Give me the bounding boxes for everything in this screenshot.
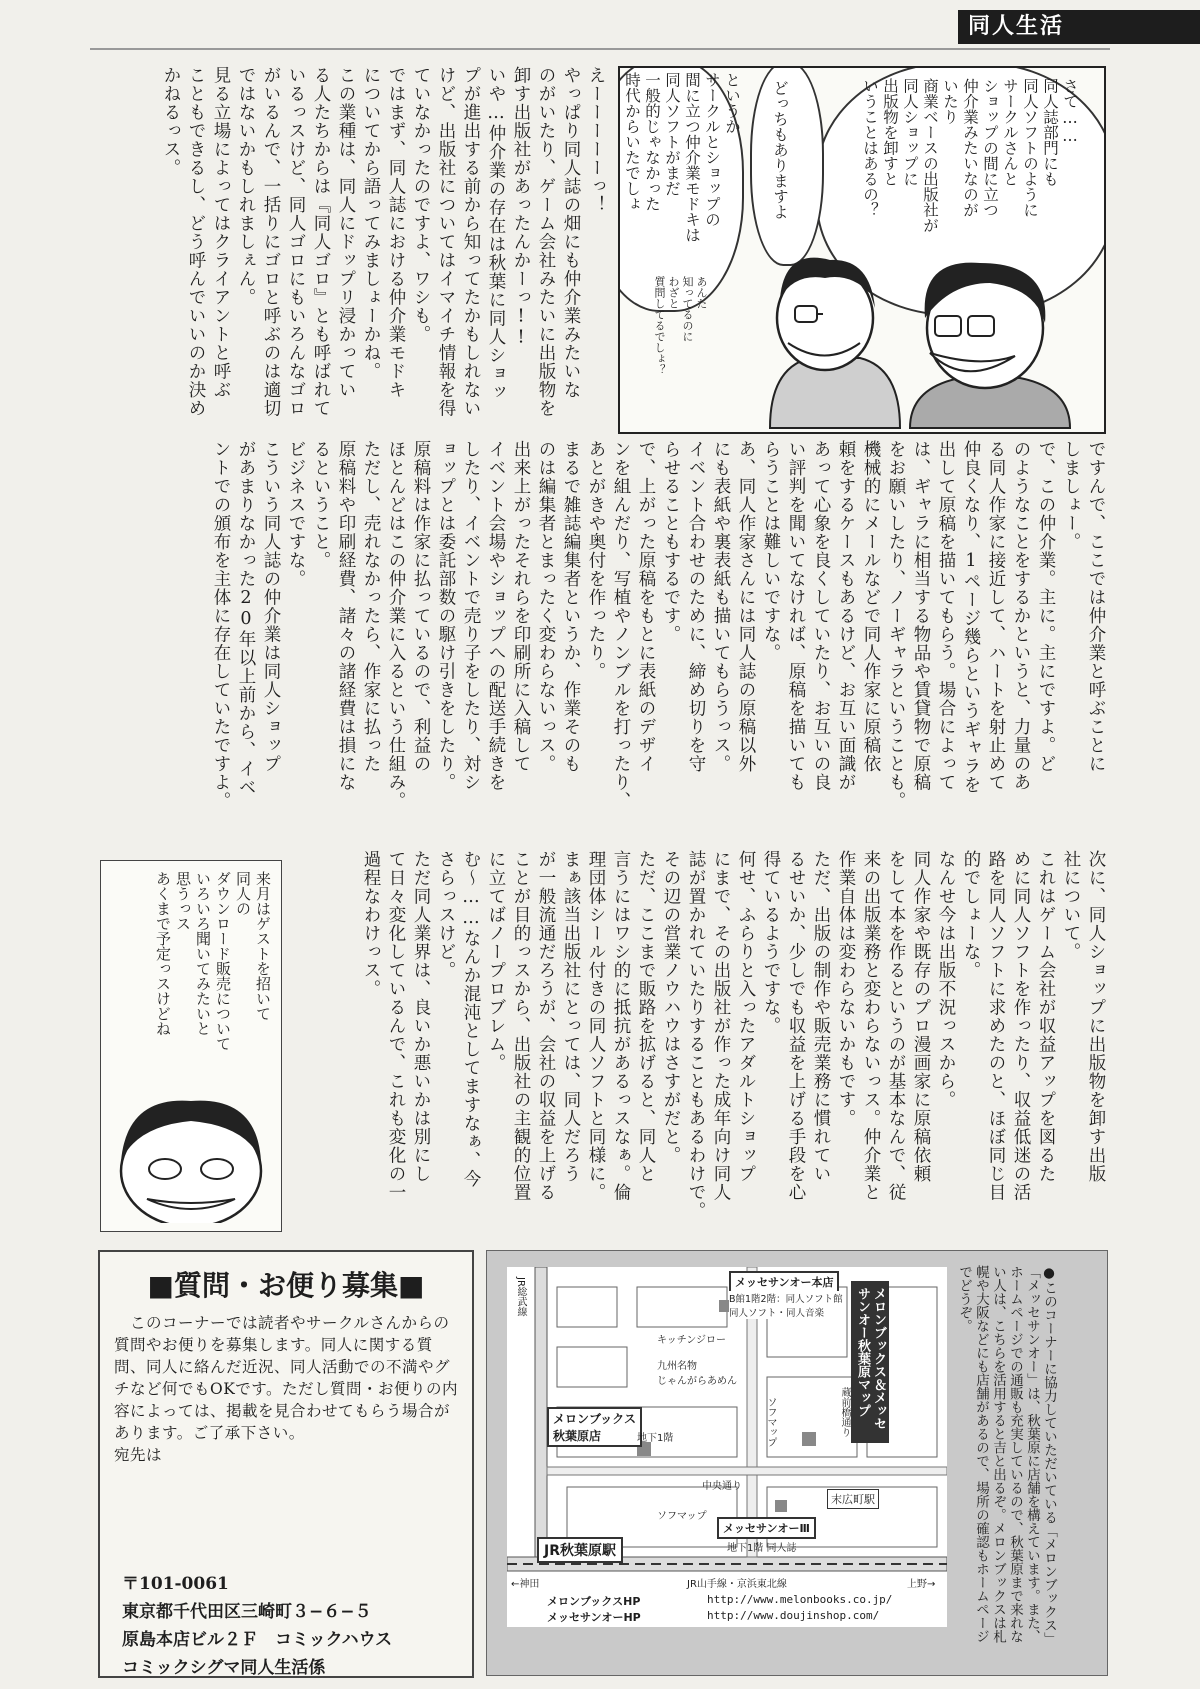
melonbooks-hp-url[interactable]: http://www.melonbooks.co.jp/ xyxy=(707,1593,893,1606)
map-label-jr-yamanote: JR山手線・京浜東北線 xyxy=(687,1579,787,1590)
map-label-messe-honten-floors: B館1階2階：同人ソフト館 同人ソフト・同人音楽 xyxy=(729,1291,843,1319)
melonbooks-hp-label: メロンブックスHP xyxy=(547,1595,641,1608)
comic-characters-illustration xyxy=(620,68,1104,432)
map-label-ueno: 上野→ xyxy=(907,1579,936,1590)
messe-hp-url[interactable]: http://www.doujinshop.com/ xyxy=(707,1609,880,1622)
author-portrait-icon xyxy=(107,1091,275,1223)
speech-bubble-3-text: というか サークルとショップの 間に立つ仲介業モドキは 同人ソフトがまだ 一般的じゃなかった 時代からいたでしょ xyxy=(623,72,741,243)
excited-character-icon xyxy=(910,263,1070,428)
aside-text: あんた 知ってるのに わざと 質問してるでしょ？ xyxy=(653,276,708,375)
map-label-jr-sobu: JR総武線 xyxy=(515,1277,526,1317)
map-label-jr-akihabara-station: JR秋葉原駅 xyxy=(537,1537,623,1563)
question-box xyxy=(98,1250,474,1678)
map-title: メロンブックス＆メッセサンオー秋葉原マップ xyxy=(851,1281,889,1443)
body-column-lower-right: 次に、同人ショップに出版物を卸す出版 社について。 これはゲーム会社が収益アップを図るた めに同人ソフトを作ったり、収益低迷の活 路を同人ソフトに求めたのと、ほぼ同じ目 的でしょーな。 なんせ今は出版不況っスから。 同人作家や既存のプロ漫画家に原稿依頼 をして本を作るというのが基本なんで、従 来の出版業務と変わらないっス。仲介業と 作業自体は変わらないかもです。 ただ、出版の制作や販売業務に慣れてい るせいか、少しでも収益を上げる手段を心 得ているようですな。 何せ、ふらりと入ったアダルトショップ にまで、その出版社が作った成年向け同人 誌が置かれていたりすることもあるわけで。 その辺の営業ノウハウはさすがだと。 ただ、ここまで販路を拡げると、同人と 言うにはワシ的に抵抗があるっスなぁ。倫 理団体シール付きの同人ソフトと同様に。 まぁ該当出版社にとっては、同人だろう が一般流通だろうが、会社の収益を上げる ことが目的っスから、出版社の主観的位置 に立てばノープロブレム。 む〜……なんか混沌としてますなぁ、今 さらっスけど。 ただ同人業界は、良いか悪いかは別にし て日々変化しているんで、これも変化の一 過程なわけっス。 xyxy=(361,850,1106,1220)
body-column-middle: ですんで、ここでは仲介業と呼ぶことに しましょー。 で、この仲介業。主に。主にですよ。ど のようなことをするかというと、力量のあ る同人作家に接近して、ハートを射止めて 仲良くなり、1ページ幾らというギャラを 出して原稿を描いてもらう。場合によって は、ギャラに相当する物品や賃貸物で原稿 をお願いしたり、ノーギャラということも。 機械的にメールなどで同人作家に原稿依 頼をするケースもあるけど、お互い面識が あって心象を良くしていたり、お互いの良 い評判を聞いてなければ、原稿を描いても らうことは難しいですな。 あ、同人作家さんには同人誌の原稿以外 にも表紙や裏表紙も描いてもらうっス。 イベント合わせのために、締め切りを守 らせることもするです。 で、上がった原稿をもとに表紙のデザイ ンを組んだり、写植やノンブルを打ったり、 あとがきや奥付を作ったり。 まるで雑誌編集者というか、作業そのも のは編集者とまったく変わらないっス。 出来上がったそれらを印刷所に入稿して イベント会場やショップへの配送手続きを したり、イベントで売り子をしたり、対シ ョップとは委託部数の駆け引きをしたり。 原稿料は作家に払っているので、利益の ほとんどはこの仲介業に入るという仕組み。 ただし、売れなかったら、作家に払った 原稿料や印刷経費、諸々の諸経費は損にな るということ。 ビジネスですな。 こういう同人誌の仲介業は同人ショップ があまりなかった20年以上前から、イベ ントでの頒布を主体に存在していたですよ。 xyxy=(211,440,1106,810)
question-box-title: ■質問・お便り募集■ xyxy=(147,1269,425,1302)
excited-character-icon xyxy=(770,258,900,428)
map-label-sofmap-2: ソフマップ xyxy=(657,1511,707,1522)
map-label-chuo-dori: 中央通り xyxy=(702,1481,742,1492)
map-notice-text: ●このコーナーに協力していただいている「メロンブックス」「メッセサンオー」は、秋葉原に店舗を構えています。また、ホームページでの通販も充実しているので、秋葉原まで来れない人は、こちらを活用すると吉と出るぞ。メロンブックスは札幌や大阪などにも店舗があるので、場所の確認もホームページでどうぞ。 xyxy=(956,1265,1057,1646)
header-rule xyxy=(90,48,1110,50)
body-column-upper-left: えーーーーーっ！ やっぱり同人誌の畑にも仲介業みたいな のがいたり、ゲーム会社みたいに出版物を 卸す出版社があったんかーっ!! いや…仲介業の存在は秋葉に同人ショッ プが進出する前から知ってたかもしれない けど、出版社についてはイマイチ情報を得 ていなかったのですよ、ワシも。 ではまず、同人誌における仲介業モドキ についてから語ってみましょーかね。 この業種は、同人にドップリ浸かってい る人たちからは『同人ゴロ』とも呼ばれて いるっスけど、同人ゴロにもいろんなゴロ がいるんで、一括りにゴロと呼ぶのは適切 ではないかもしれましぇん。 見る立場によってはクライアントと呼ぶ こともできるし、どう呼んでいいのか決め かねるっス。 xyxy=(161,66,606,418)
speech-bubble-2-text: どっちもありますよ xyxy=(771,80,789,220)
map-label-kanda: ←神田 xyxy=(511,1579,540,1590)
comic-panel xyxy=(618,66,1106,434)
map-label-kuramae-dori: 蔵前橋通り xyxy=(839,1387,850,1437)
mailing-address: 〒101-0061 東京都千代田区三崎町３−６−５ 原島本店ビル２Ｆ コミックハウス コミックシグマ同人生活係 xyxy=(122,1574,393,1678)
map-label-messe-3: メッセサンオーⅢ xyxy=(717,1517,816,1539)
map-label-sofmap-1: ソフマップ xyxy=(765,1397,776,1447)
author-note-box xyxy=(100,860,282,1232)
speech-bubble-1-text: さて…… 同人誌部門にも 同人ソフトのように サークルさんと ショップの間に立つ 仲介業みたいなのが いたり 商業ベースの出版社が 同人ショップに 出版物を卸すと いうことはあるの？ xyxy=(861,78,1079,233)
section-title: 同人生活 xyxy=(968,14,1065,39)
question-box-body: このコーナーでは読者やサークルさんからの質問やお便りを募集します。同人に関する質問、同人に絡んだ近況、同人活動での不満やグチなど何でもOKです。ただし質問・お便りの内容によっては、掲載を見合わせてもらう場合があります。ご了承下さい。 宛先は xyxy=(114,1314,459,1464)
map-label-kyushu-ramen: 九州名物 じゃんがらあめん xyxy=(657,1361,737,1387)
messe-hp-label: メッセサンオーHP xyxy=(547,1611,641,1624)
map-label-messe-honten: メッセサンオー本店 xyxy=(729,1271,839,1293)
map-label-melonbooks-floor: 地下1階 xyxy=(637,1433,674,1444)
map-label-messe-3-floor: 地下1階 同人誌 xyxy=(727,1543,797,1554)
map-label-suehirocho: 末広町駅 xyxy=(827,1489,879,1509)
map-box xyxy=(486,1250,1108,1676)
map-label-kitchen-jiro: キッチンジロー xyxy=(657,1335,727,1346)
map-label-melonbooks: メロンブックス 秋葉原店 xyxy=(547,1407,642,1447)
author-note-text: 来月はゲストを招いて 同人の ダウンロード販売について いろいろ聞いてみたいと 思うっス あくまで予定っスけどね xyxy=(154,871,272,1051)
